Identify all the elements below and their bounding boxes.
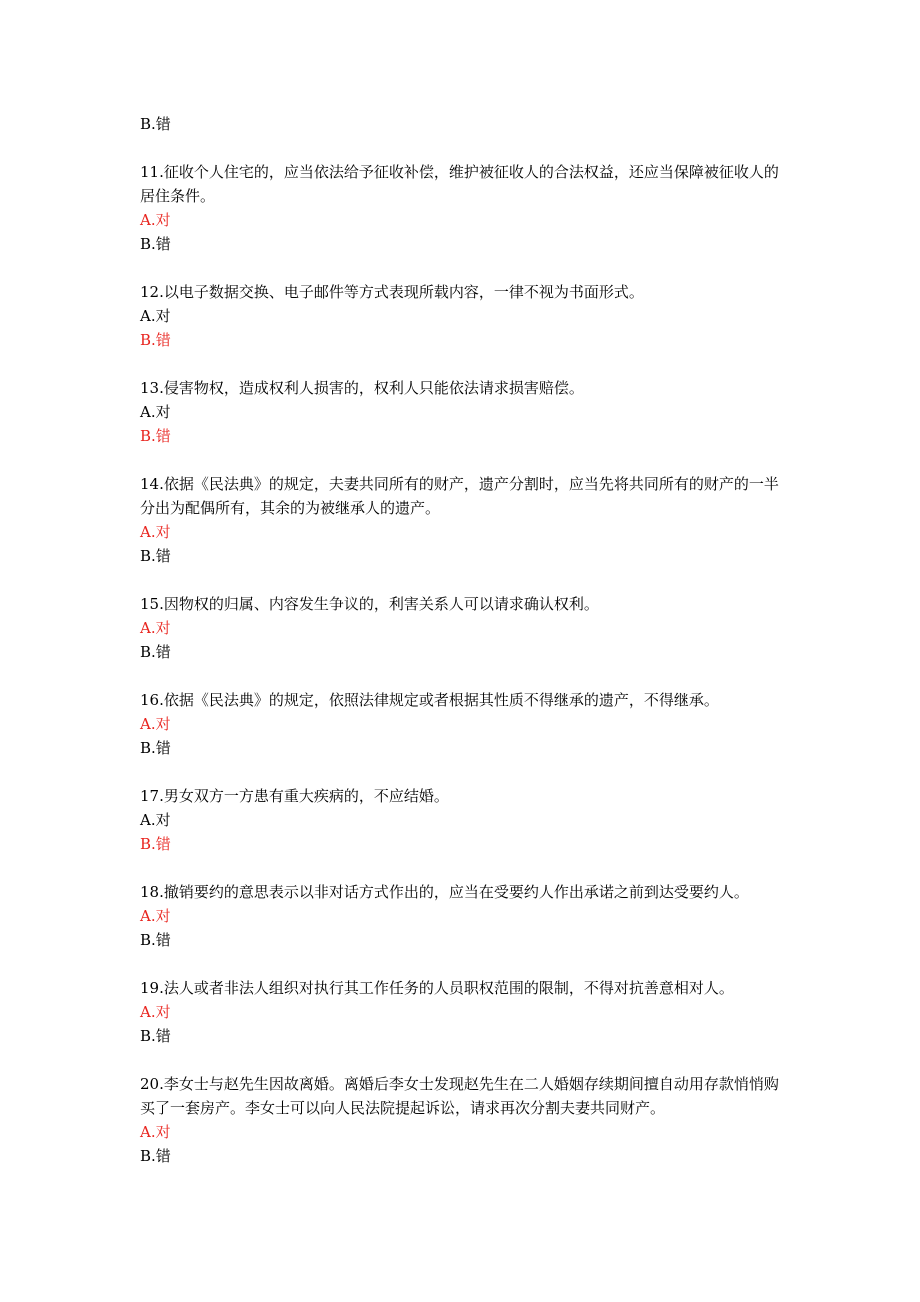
question-text: 16.依据《民法典》的规定，依照法律规定或者根据其性质不得继承的遗产，不得继承。 (140, 691, 719, 709)
question-block (140, 592, 785, 688)
option-b: B.错 (140, 331, 171, 349)
spacer (140, 352, 785, 376)
spacer (140, 256, 785, 280)
question-text: 19.法人或者非法人组织对执行其工作任务的人员职权范围的限制，不得对抗善意相对人。 (140, 979, 734, 997)
option-b: B.错 (140, 1027, 171, 1045)
question-text: 14.依据《民法典》的规定，夫妻共同所有的财产，遗产分割时，应当先将共同所有的财产的一半分出为配偶所有，其余的为被继承人的遗产。 (140, 475, 779, 517)
spacer (140, 136, 785, 160)
option-b: B.错 (140, 931, 171, 949)
spacer (140, 448, 785, 472)
option-a: A.对 (140, 907, 171, 925)
option-a: A.对 (140, 1123, 171, 1141)
question-block (140, 472, 785, 592)
spacer (140, 1168, 785, 1192)
option-b: B.错 (140, 739, 171, 757)
question-text: 20.李女士与赵先生因故离婚。离婚后李女士发现赵先生在二人婚姻存续期间擅自动用存款悄悄购买了一套房产。李女士可以向人民法院提起诉讼，请求再次分割夫妻共同财产。 (140, 1075, 779, 1117)
option-b: B.错 (140, 643, 171, 661)
question-block (140, 688, 785, 784)
document-page (140, 112, 785, 1192)
option-a: A.对 (140, 811, 171, 829)
question-text: 11.征收个人住宅的，应当依法给予征收补偿，维护被征收人的合法权益，还应当保障被征收人的居住条件。 (140, 163, 779, 205)
question-text: 12.以电子数据交换、电子邮件等方式表现所载内容，一律不视为书面形式。 (140, 283, 644, 301)
question-text: 17.男女双方一方患有重大疾病的，不应结婚。 (140, 787, 449, 805)
question-text: 15.因物权的归属、内容发生争议的，利害关系人可以请求确认权利。 (140, 595, 599, 613)
spacer (140, 760, 785, 784)
question-block (140, 376, 785, 472)
question-text: 13.侵害物权，造成权利人损害的，权利人只能依法请求损害赔偿。 (140, 379, 584, 397)
spacer (140, 1048, 785, 1072)
spacer (140, 568, 785, 592)
question-block (140, 280, 785, 376)
spacer (140, 664, 785, 688)
question-text: 18.撤销要约的意思表示以非对话方式作出的，应当在受要约人作出承诺之前到达受要约人。 (140, 883, 749, 901)
spacer (140, 856, 785, 880)
question-block (140, 880, 785, 976)
option-b: B.错 (140, 547, 171, 565)
option-a: A.对 (140, 523, 171, 541)
option-a: A.对 (140, 715, 171, 733)
option-b: B.错 (140, 427, 171, 445)
question-block (140, 1072, 785, 1192)
option-a: A.对 (140, 1003, 171, 1021)
option-b: B.错 (140, 235, 171, 253)
question-block (140, 976, 785, 1072)
spacer (140, 952, 785, 976)
question-block (140, 160, 785, 280)
leading-option-b: B.错 (140, 115, 171, 133)
option-a: A.对 (140, 403, 171, 421)
option-b: B.错 (140, 1147, 171, 1165)
question-list (140, 160, 785, 1192)
option-a: A.对 (140, 211, 171, 229)
question-block (140, 784, 785, 880)
option-a: A.对 (140, 307, 171, 325)
option-b: B.错 (140, 835, 171, 853)
option-a: A.对 (140, 619, 171, 637)
